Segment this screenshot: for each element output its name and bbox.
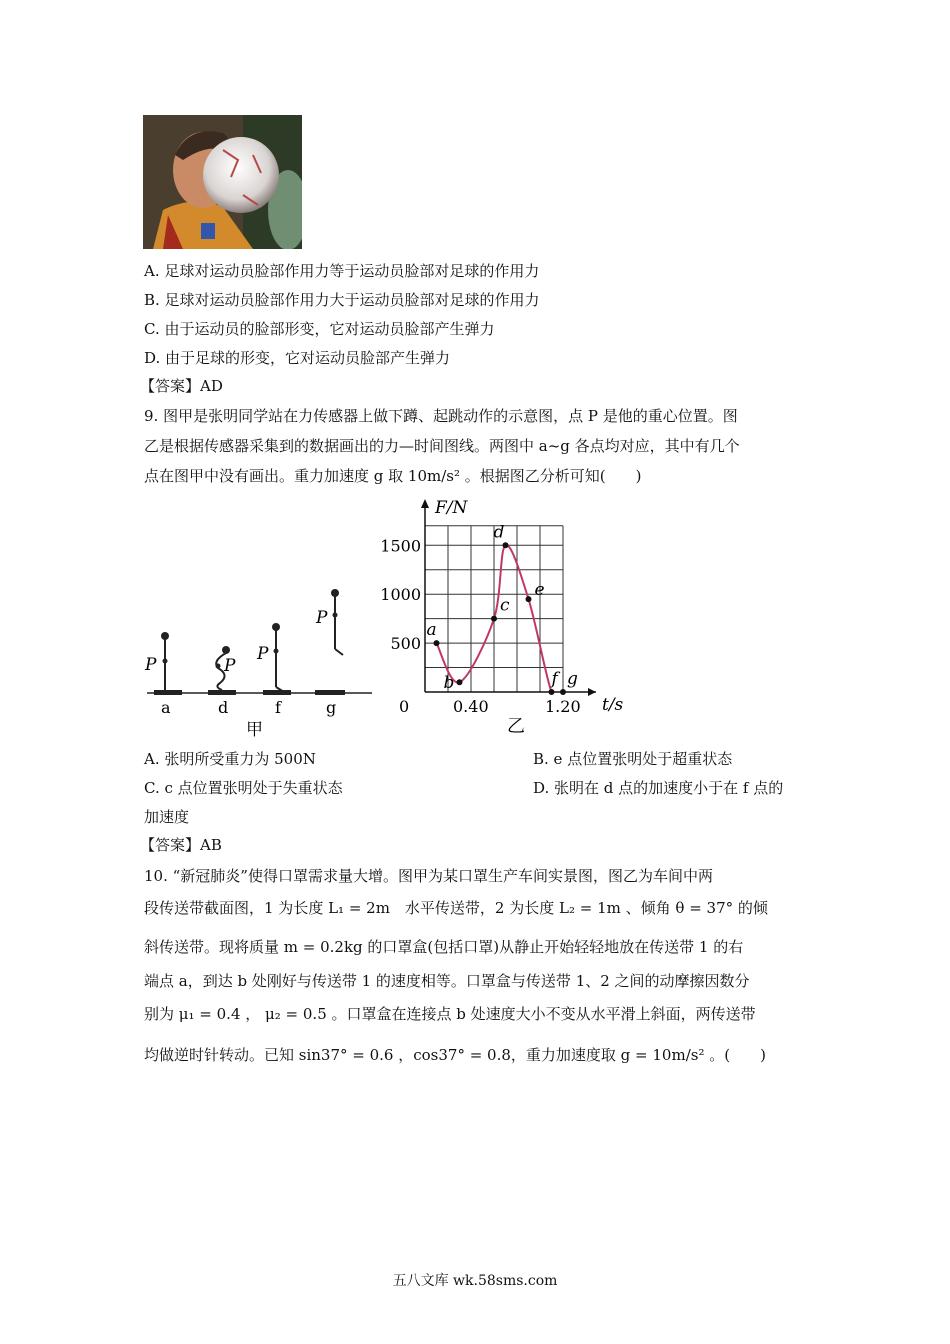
label-p-g: P — [316, 608, 328, 628]
q9-stem-line2: 乙是根据传感器采集到的数据画出的力—时间图线。两图中 a~g 各点均对应，其中有几个 — [144, 437, 740, 455]
q10-stem-line6: 均做逆时针转动。已知 sin37° = 0.6 ，cos37° = 0.8，重力加速度取 g = 10m/s² 。( ) — [144, 1046, 766, 1064]
q9-option-d: D. 张明在 d 点的加速度小于在 f 点的 — [533, 779, 784, 797]
chart-svg — [375, 495, 655, 740]
figure-caption-yi: 乙 — [507, 716, 525, 737]
data-point-b — [457, 679, 463, 685]
label-f: f — [275, 698, 281, 717]
q10-stem-line3: 斜传送带。现将质量 m = 0.2kg 的口罩盒(包括口罩)从静止开始轻轻地放在传送带 1 的右 — [144, 938, 744, 956]
y-axis-label: F/N — [435, 498, 468, 518]
q8-answer: 【答案】AD — [140, 377, 223, 395]
figure-caption-jia: 甲 — [246, 720, 263, 740]
q8-option-c: C. 由于运动员的脸部形变，它对运动员脸部产生弹力 — [144, 320, 495, 338]
data-point-g — [560, 689, 566, 695]
label-g: g — [326, 698, 337, 717]
x-tick-label: 0 — [399, 697, 410, 716]
q9-option-b: B. e 点位置张明处于超重状态 — [533, 750, 733, 768]
q9-stem-line1: 9. 图甲是张明同学站在力传感器上做下蹲、起跳动作的示意图，点 P 是他的重心位置。图 — [144, 407, 738, 425]
point-label-f: f — [551, 669, 558, 689]
force-time-chart — [375, 495, 655, 740]
x-axis-label: t/s — [602, 695, 624, 715]
q10-stem-line2: 段传送带截面图，1 为长度 L₁ = 2m 水平传送带，2 为长度 L₂ = 1m 、倾角 θ = 37° 的倾 — [144, 899, 768, 917]
q8-option-b: B. 足球对运动员脸部作用力大于运动员脸部对足球的作用力 — [144, 291, 540, 309]
soccer-photo — [143, 115, 302, 249]
q10-stem-line4: 端点 a，到达 b 处刚好与传送带 1 的速度相等。口罩盒与传送带 1、2 之间的动摩擦因数分 — [144, 972, 750, 990]
data-point-d — [503, 542, 509, 548]
y-tick-label: 1500 — [380, 536, 421, 556]
point-label-a: a — [426, 620, 437, 641]
q9-option-d-cont: 加速度 — [144, 808, 190, 826]
data-point-f — [549, 689, 555, 695]
q9-option-c: C. c 点位置张明处于失重状态 — [144, 779, 343, 797]
label-a: a — [161, 698, 171, 717]
q8-option-a: A. 足球对运动员脸部作用力等于运动员脸部对足球的作用力 — [144, 262, 540, 280]
point-label-e: e — [534, 580, 545, 601]
y-axis-arrow — [421, 499, 429, 508]
page-footer: 五八文库 wk.58sms.com — [392, 1273, 558, 1289]
label-p-d: P — [224, 656, 236, 676]
x-axis-arrow — [588, 688, 596, 696]
label-p-f: P — [257, 644, 269, 664]
q9-option-a: A. 张明所受重力为 500N — [144, 750, 316, 768]
q10-stem-line1: 10. “新冠肺炎”使得口罩需求量大增。图甲为某口罩生产车间实景图，图乙为车间中两 — [144, 867, 713, 885]
y-tick-label: 500 — [390, 634, 421, 654]
point-label-g: g — [567, 669, 578, 689]
x-tick-label: 1.20 — [545, 697, 581, 716]
label-p-a: P — [145, 655, 157, 675]
label-d: d — [218, 698, 229, 717]
point-label-b: b — [443, 673, 455, 694]
data-point-a — [434, 640, 440, 646]
point-label-d: d — [493, 522, 505, 543]
q9-stem-line3: 点在图甲中没有画出。重力加速度 g 取 10m/s² 。根据图乙分析可知( ) — [144, 467, 642, 485]
q10-stem-line5: 别为 μ₁ = 0.4 ， μ₂ = 0.5 。口罩盒在连接点 b 处速度大小不变从水平滑上斜面，两传送带 — [144, 1005, 756, 1023]
data-point-c — [491, 616, 497, 622]
q9-answer: 【答案】AB — [140, 836, 222, 854]
q8-option-d: D. 由于足球的形变，它对运动员脸部产生弹力 — [144, 349, 451, 367]
y-tick-label: 1000 — [380, 585, 421, 605]
point-label-c: c — [500, 595, 510, 616]
x-tick-label: 0.40 — [453, 697, 489, 716]
figure-jia — [140, 575, 380, 745]
data-point-e — [526, 596, 532, 602]
